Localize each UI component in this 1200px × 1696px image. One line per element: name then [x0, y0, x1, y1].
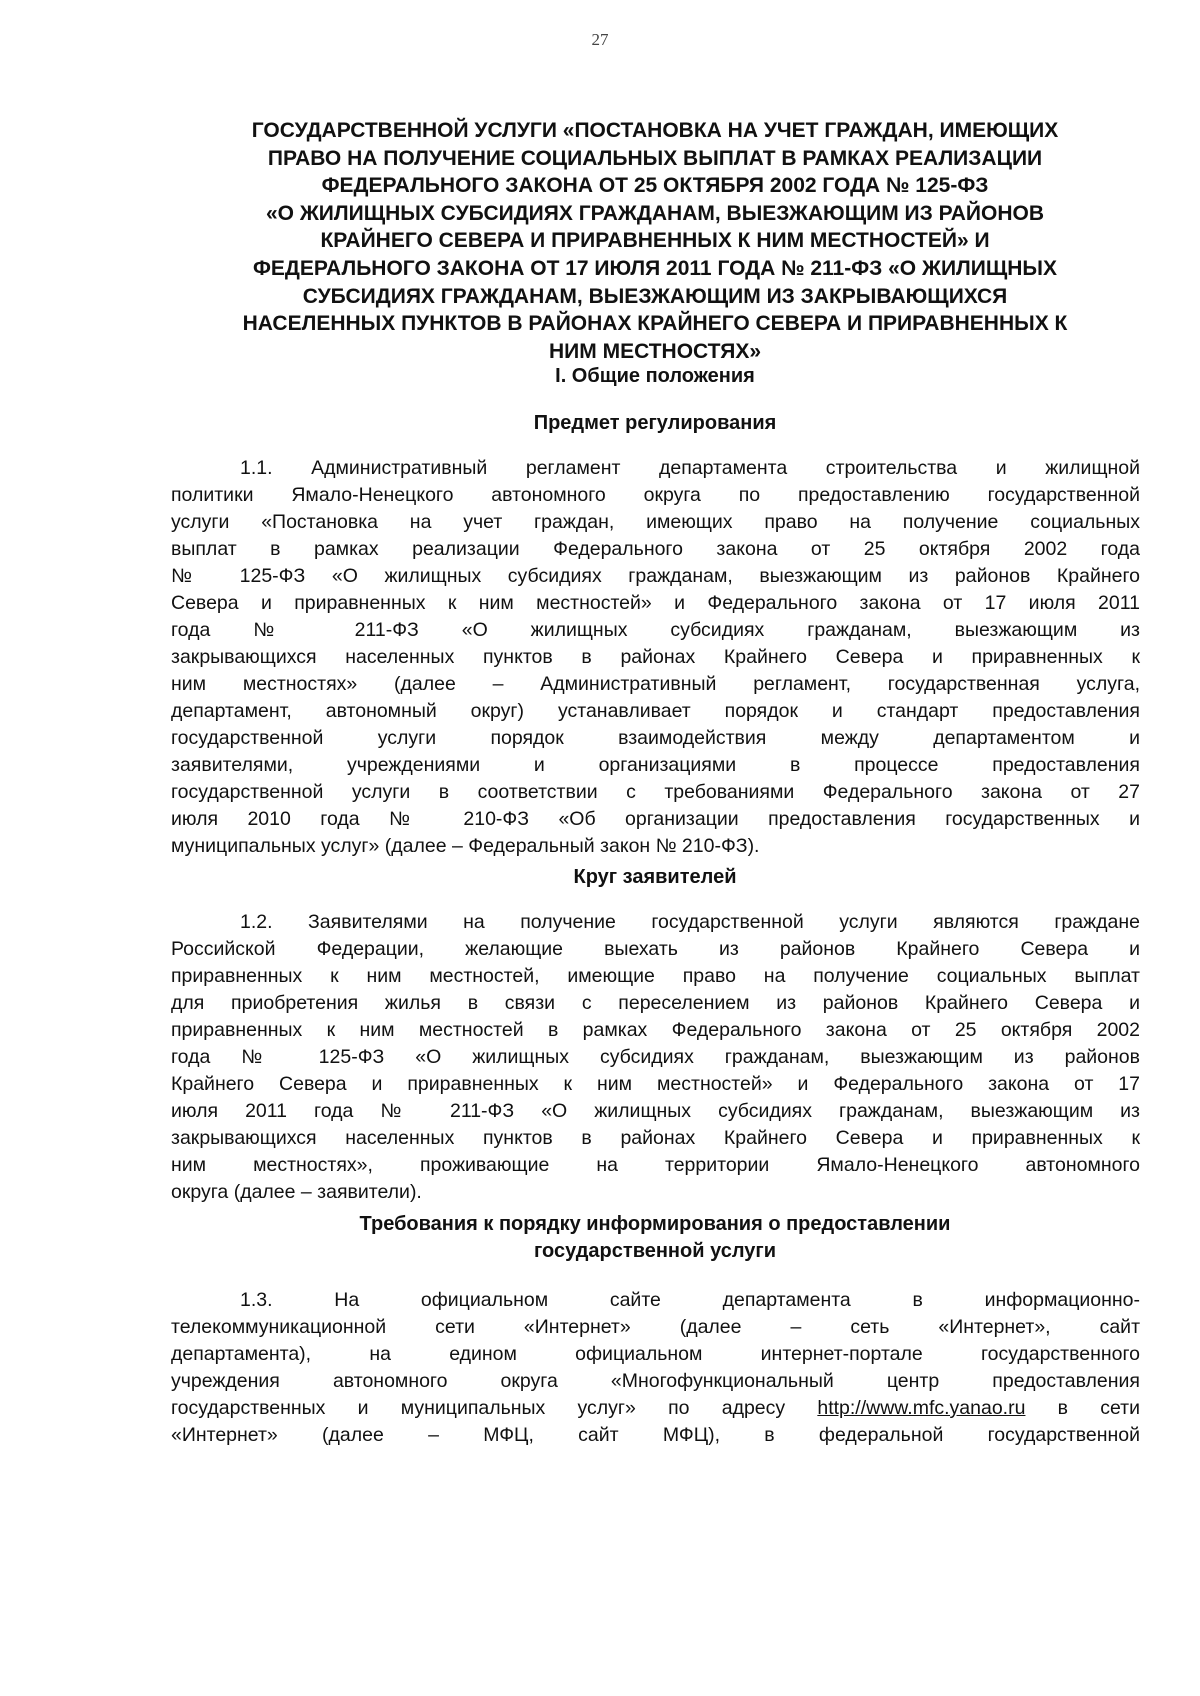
paragraph-line: 1.1. Административный регламент департамента строительства и жилищной [240, 457, 1140, 479]
paragraph-line: Крайнего Севера и приравненных к ним местностей» и Федерального закона от 17 [171, 1073, 1140, 1095]
paragraph-line: ним местностях» (далее – Административный регламент, государственная услуга, [171, 673, 1140, 695]
paragraph-line: департамента), на едином официальном интернет-портале государственного [171, 1343, 1140, 1365]
paragraph-1-1 [171, 455, 1140, 860]
page-number: 27 [591, 30, 609, 49]
subsection-heading-information-requirements: Требования к порядку информирования о предоставлении государственной услуги [359, 1213, 951, 1262]
paragraph-line: учреждения автономного округа «Многофункциональный центр предоставления [171, 1370, 1140, 1392]
line-text: государственных и муниципальных услуг» по адресу [171, 1397, 818, 1419]
paragraph-line: департамент, автономный округ) устанавливает порядок и стандарт предоставления [171, 700, 1140, 722]
paragraph-line: приравненных к ним местностей в рамках Федерального закона от 25 октября 2002 [171, 1019, 1140, 1041]
paragraph-line: округа (далее – заявители). [171, 1181, 422, 1203]
subsection-heading-applicants: Круг заявителей [573, 866, 737, 888]
paragraph-1-2 [171, 909, 1140, 1206]
title-line: НАСЕЛЕННЫХ ПУНКТОВ В РАЙОНАХ КРАЙНЕГО СЕВЕРА И ПРИРАВНЕННЫХ К [242, 312, 1068, 336]
paragraph-line: закрывающихся населенных пунктов в районах Крайнего Севера и приравненных к [171, 646, 1140, 668]
document-title [170, 117, 1140, 365]
title-line: ФЕДЕРАЛЬНОГО ЗАКОНА ОТ 17 ИЮЛЯ 2011 ГОДА № 211-ФЗ «О ЖИЛИЩНЫХ [253, 256, 1057, 280]
paragraph-1-3 [171, 1287, 1140, 1449]
paragraph-line: услуги «Постановка на учет граждан, имеющих право на получение социальных [171, 511, 1140, 533]
paragraph-line: ним местностях», проживающие на территории Ямало-Ненецкого автономного [171, 1154, 1140, 1176]
paragraph-line: июля 2011 года № 211-ФЗ «О жилищных субсидиях гражданам, выезжающим из [171, 1100, 1140, 1122]
paragraph-line: года № 125-ФЗ «О жилищных субсидиях гражданам, выезжающим из районов [171, 1046, 1140, 1068]
title-line: КРАЙНЕГО СЕВЕРА И ПРИРАВНЕННЫХ К НИМ МЕСТНОСТЕЙ» И [320, 229, 990, 253]
section-heading: I. Общие положения [555, 365, 755, 387]
title-line: ФЕДЕРАЛЬНОГО ЗАКОНА ОТ 25 ОКТЯБРЯ 2002 ГОДА № 125-ФЗ [321, 174, 989, 198]
mfc-website-link[interactable]: http://www.mfc.yanao.ru [817, 1397, 1026, 1419]
paragraph-line: года № 211-ФЗ «О жилищных субсидиях гражданам, выезжающим из [171, 619, 1140, 641]
paragraph-line: государственной услуги порядок взаимодействия между департаментом и [171, 727, 1140, 749]
paragraph-line: приравненных к ним местностей, имеющие право на получение социальных выплат [171, 965, 1140, 987]
paragraph-line: для приобретения жилья в связи с переселением из районов Крайнего Севера и [171, 992, 1140, 1014]
paragraph-line: муниципальных услуг» (далее – Федеральный закон № 210-ФЗ). [171, 835, 760, 857]
subsection-heading-regulation-subject: Предмет регулирования [533, 412, 777, 434]
paragraph-line: № 125-ФЗ «О жилищных субсидиях гражданам, выезжающим из районов Крайнего [171, 565, 1140, 587]
title-line: СУБСИДИЯХ ГРАЖДАНАМ, ВЫЕЗЖАЮЩИМ ИЗ ЗАКРЫВАЮЩИХСЯ [302, 284, 1008, 308]
paragraph-line: июля 2010 года № 210-ФЗ «Об организации предоставления государственных и [171, 808, 1140, 830]
line-text: в сети [1025, 1397, 1141, 1419]
paragraph-line: государственной услуги в соответствии с требованиями Федерального закона от 27 [171, 781, 1140, 803]
title-line: ГОСУДАРСТВЕННОЙ УСЛУГИ «ПОСТАНОВКА НА УЧЕТ ГРАЖДАН, ИМЕЮЩИХ [251, 119, 1059, 142]
paragraph-line: 1.2. Заявителями на получение государственной услуги являются граждане [240, 911, 1140, 933]
title-line: «О ЖИЛИЩНЫХ СУБСИДИЯХ ГРАЖДАНАМ, ВЫЕЗЖАЮЩИМ ИЗ РАЙОНОВ [265, 201, 1045, 225]
paragraph-line: заявителями, учреждениями и организациями в процессе предоставления [171, 754, 1140, 776]
paragraph-line: телекоммуникационной сети «Интернет» (далее – сеть «Интернет», сайт [171, 1316, 1140, 1338]
title-line: ПРАВО НА ПОЛУЧЕНИЕ СОЦИАЛЬНЫХ ВЫПЛАТ В РАМКАХ РЕАЛИЗАЦИИ [267, 146, 1043, 170]
title-line: НИМ МЕСТНОСТЯХ» [548, 339, 762, 363]
paragraph-line: Севера и приравненных к ним местностей» и Федерального закона от 17 июля 2011 [171, 592, 1140, 614]
paragraph-line: выплат в рамках реализации Федерального закона от 25 октября 2002 года [171, 538, 1140, 560]
paragraph-line: Российской Федерации, желающие выехать из районов Крайнего Севера и [171, 938, 1140, 960]
paragraph-line: политики Ямало-Ненецкого автономного округа по предоставлению государственной [171, 484, 1140, 506]
paragraph-line: закрывающихся населенных пунктов в районах Крайнего Севера и приравненных к [171, 1127, 1140, 1149]
paragraph-line-with-link [171, 1395, 1140, 1422]
paragraph-line: «Интернет» (далее – МФЦ, сайт МФЦ), в федеральной государственной [171, 1424, 1140, 1446]
paragraph-line: 1.3. На официальном сайте департамента в информационно- [240, 1289, 1140, 1311]
